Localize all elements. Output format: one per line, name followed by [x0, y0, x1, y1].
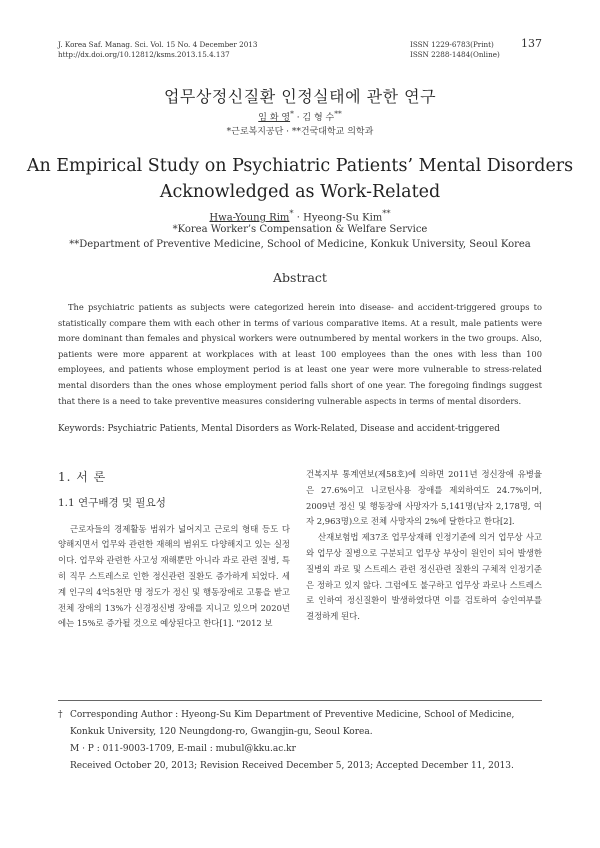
- korean-title: 업무상정신질환 인정실태에 관한 연구: [163, 87, 437, 106]
- footnote-address: Konkuk University, 120 Neungdong-ro, Gwangjin-gu, Seoul Korea.: [70, 727, 373, 737]
- english-authors: [0, 208, 600, 223]
- body-paragraph-1: 근로자들의 경제활동 범위가 넓어지고 근로의 형태 등도 다양해지면서 업무와 관련한 재해의 범위도 다양해지고 있는 실정이다. 업무와 관련한 사고성 재해뿐만 아니라 과로 관련 질병, 특히 직무 스트레스로 인한 정신관련 질환도 증가하게 되었다. 세계 인구의 4억5천만 명 정도가 정신 및 행동장애로 고통을 받고 전체 장애의 13%가 신경정신병 장애를 지니고 있으며 2020년에는 15%로 증가될 것으로 예상된다고 한다[1]. "2012 보: [58, 523, 290, 629]
- footnote: [58, 707, 542, 775]
- body-paragraph-3: 산재보험법 제37조 업무상재해 인정기준에 의거 업무상 사고와 업무상 질병으로 구분되고 업무상 부상이 원인이 되어 발생한 질병외 과로 및 스트레스 관련 정신관련 질환의 구체적 인정기준은 정하고 있지 않다. 그럼에도 불구하고 업무상 과로나 스트레스로 인하여 정신질환이 발생하였다면 이를 검토하여 승인여부를 결정하게 된다.: [306, 532, 542, 622]
- body-left-column: [58, 470, 290, 632]
- english-author-1-mark: *: [289, 208, 294, 218]
- corresponding-author: Corresponding Author : Hyeong-Su Kim Department of Preventive Medicine, School of Medicine,: [70, 710, 515, 720]
- korean-author-sep: ·: [293, 113, 303, 123]
- dagger-mark: †: [58, 710, 63, 720]
- footnote-divider: [58, 700, 542, 701]
- body-paragraph-2: 건복지부 통계연보(제58호)에 의하면 2011년 정신장애 유병율은 27.6%이고 니코틴사용 장애를 제외하여도 24.7%이며, 2009년 정신 및 행동장애 사망자가 5,141명(남자 2,178명, 여자 2,963명)으로 전체 사망자의 2%에 달한다고 한다[2].: [306, 469, 542, 527]
- issn-print: ISSN 1229-6783(Print): [410, 40, 494, 49]
- doi-line: http://dx.doi.org/10.12812/ksms.2013.15.4.137: [58, 49, 230, 59]
- subsection-heading-background: 1.1 연구배경 및 필요성: [58, 496, 166, 509]
- keywords: Keywords: Psychiatric Patients, Mental Disorders as Work-Related, Disease and accident-triggered: [58, 424, 500, 434]
- english-title-line-2: Acknowledged as Work-Related: [159, 182, 441, 202]
- footnote-dates: Received October 20, 2013; Revision Received December 5, 2013; Accepted December 11, 2013.: [70, 761, 514, 771]
- english-author-2: Hyeong-Su Kim: [303, 212, 383, 224]
- english-author-1: Hwa-Young Rim: [209, 212, 290, 224]
- footnote-contact: M · P : 011-9003-1709, E-mail : mubul@kku.ac.kr: [70, 744, 296, 754]
- korean-author-1: 임 화 영: [258, 113, 291, 123]
- english-affiliation-1: *Korea Worker’s Compensation & Welfare Service: [172, 224, 428, 235]
- korean-authors: [0, 109, 600, 123]
- issn-online: ISSN 2288-1484(Online): [410, 49, 500, 59]
- korean-author-2-mark: **: [334, 109, 342, 118]
- english-title-line-1: An Empirical Study on Psychiatric Patients’ Mental Disorders: [26, 156, 574, 176]
- english-title: [0, 153, 600, 205]
- footnote-line-1: [58, 707, 542, 724]
- korean-author-2: 김 형 수: [302, 113, 335, 123]
- english-author-sep: ·: [293, 212, 304, 224]
- issn-block: [410, 40, 520, 59]
- page-number: 137: [521, 37, 542, 50]
- korean-affiliation: *근로복지공단 · **건국대학교 의학과: [226, 127, 374, 137]
- abstract-heading: Abstract: [273, 270, 327, 285]
- journal-line: J. Korea Saf. Manag. Sci. Vol. 15 No. 4 December 2013: [58, 40, 258, 49]
- body-right-column: [306, 467, 542, 625]
- korean-author-1-mark: *: [290, 109, 294, 118]
- section-heading-introduction: 1. 서 론: [58, 470, 107, 484]
- abstract-text: The psychiatric patients as subjects were categorized herein into disease- and accident-triggered groups to statistically compare them with each other in terms of various comparative items. At a result, male patients were more dominant than females and physical workers were outnumbered by mental workers in the two groups. Also, patients were more apparent at workplaces with at least 100 employees than the ones with less than 100 employees, and patients whose employment period is at least one year were more vulnerable to stress-related mental disorders than the ones whose employment period falls short of one year. The foregoing findings suggest that there is a need to take preventive measures considering vulnerable aspects in terms of mental disorders.: [58, 302, 542, 406]
- journal-citation: [58, 40, 358, 59]
- english-author-2-mark: **: [382, 208, 391, 218]
- english-affiliation-2: **Department of Preventive Medicine, School of Medicine, Konkuk University, Seoul Korea: [69, 239, 531, 250]
